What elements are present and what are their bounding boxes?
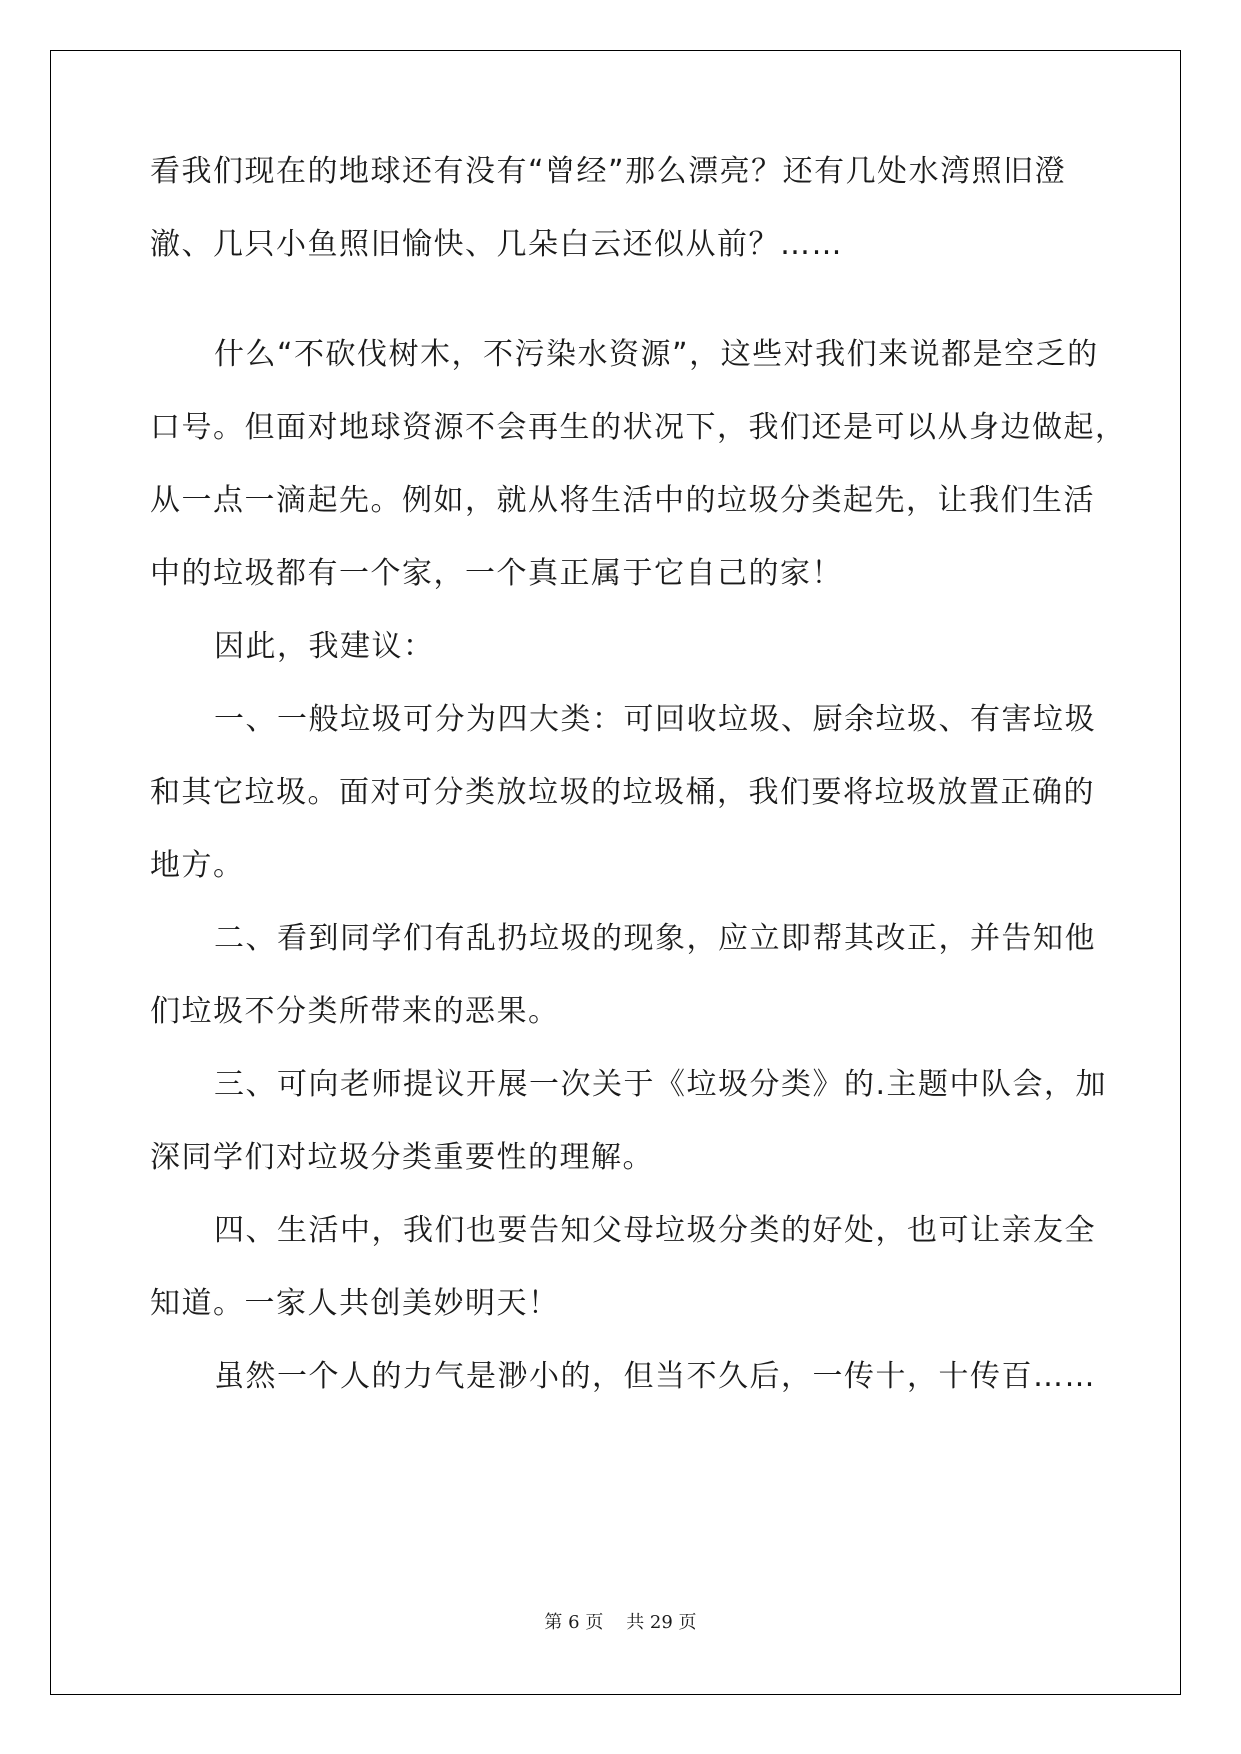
text-line: 看我们现在的地球还有没有“曾经”那么漂亮？还有几处水湾照旧澄 xyxy=(150,154,1067,189)
paragraph-start-line: 四、生活中，我们也要告知父母垃圾分类的好处，也可让亲友全 xyxy=(214,1213,1096,1248)
text-line: 澈、几只小鱼照旧愉快、几朵白云还似从前？…… xyxy=(150,227,843,262)
page-footer xyxy=(0,1612,1241,1634)
paragraph-start-line: 虽然一个人的力气是渺小的，但当不久后，一传十，十传百…… xyxy=(214,1359,1096,1394)
text-line: 中的垃圾都有一个家，一个真正属于它自己的家！ xyxy=(150,556,843,591)
text-line: 从一点一滴起先。例如，就从将生活中的垃圾分类起先，让我们生活 xyxy=(150,483,1095,518)
paragraph-start-line: 因此，我建议： xyxy=(214,629,435,664)
text-line: 和其它垃圾。面对可分类放垃圾的垃圾桶，我们要将垃圾放置正确的 xyxy=(150,775,1095,810)
text-line: 知道。一家人共创美妙明天！ xyxy=(150,1286,560,1321)
page-number-label: 第 6 页 共 29 页 xyxy=(544,1612,697,1633)
paragraph-start-line: 一、一般垃圾可分为四大类：可回收垃圾、厨余垃圾、有害垃圾 xyxy=(214,702,1096,737)
text-line: 深同学们对垃圾分类重要性的理解。 xyxy=(150,1140,654,1175)
text-line: 地方。 xyxy=(150,848,245,883)
paragraph-start-line: 三、可向老师提议开展一次关于《垃圾分类》的.主题中队会，加 xyxy=(214,1067,1108,1102)
text-line: 们垃圾不分类所带来的恶果。 xyxy=(150,994,560,1029)
text-line: 口号。但面对地球资源不会再生的状况下，我们还是可以从身边做起， xyxy=(150,410,1127,445)
paragraph-start-line: 什么“不砍伐树木，不污染水资源”，这些对我们来说都是空乏的 xyxy=(214,337,1099,372)
paragraph-start-line: 二、看到同学们有乱扔垃圾的现象，应立即帮其改正，并告知他 xyxy=(214,921,1096,956)
